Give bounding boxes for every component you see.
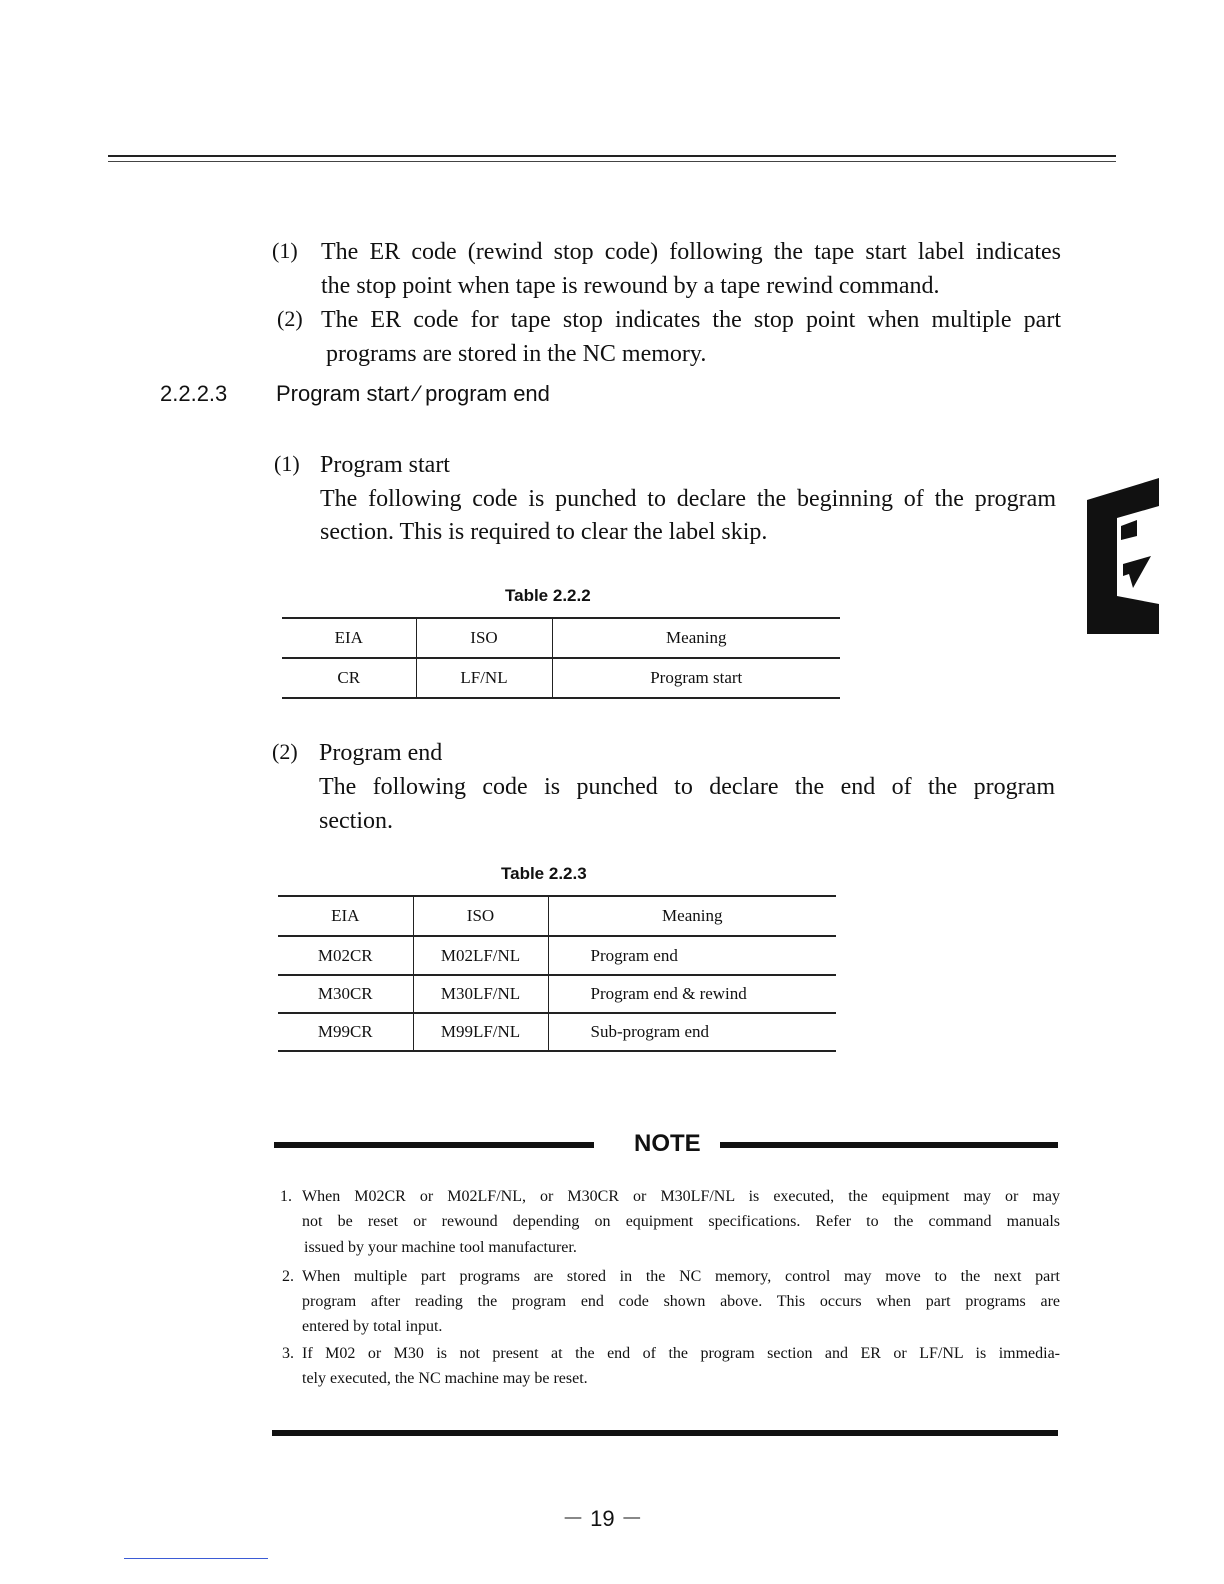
table-cell: M99LF/NL	[413, 1013, 548, 1051]
table-cell: Program start	[552, 658, 840, 698]
table-cell: M30LF/NL	[413, 975, 548, 1013]
item-text-line: programs are stored in the NC memory.	[326, 341, 707, 367]
table-row	[278, 936, 836, 975]
item-text-line: The ER code (rewind stop code) following the tape start label indicates	[321, 239, 1061, 265]
header-rule	[108, 155, 1116, 157]
table-cell: M99CR	[317, 1022, 373, 1041]
table-row	[282, 658, 840, 698]
table-cell: Program end	[548, 936, 836, 975]
table-cell: LF/NL	[416, 658, 552, 698]
item-number: (1)	[274, 451, 300, 476]
subheading: Program start	[320, 452, 450, 478]
header-rule-thin	[108, 161, 1116, 162]
header-cell: ISO	[413, 896, 548, 936]
chapter-tab-mark	[1087, 478, 1159, 634]
header-cell: EIA	[331, 906, 360, 925]
subheading: Program end	[319, 740, 443, 766]
note-text-line: issued by your machine tool manufacturer.	[304, 1239, 577, 1256]
note-text-line: If M02 or M30 is not present at the end of the program section and ER or LF/NL is immedia-	[302, 1345, 1060, 1362]
header-cell: EIA	[334, 628, 363, 647]
footer-line	[124, 1558, 268, 1559]
item-number: (2)	[272, 739, 298, 764]
table-cell: CR	[337, 668, 361, 687]
section-title: Program start ⁄ program end	[276, 381, 550, 406]
code-table	[282, 617, 840, 699]
table-row	[278, 975, 836, 1013]
table-cell: M02LF/NL	[413, 936, 548, 975]
note-number: 1.	[280, 1188, 292, 1205]
table-caption: Table 2.2.2	[505, 586, 591, 605]
note-text-line: not be reset or rewound depending on equipment specifications. Refer to the command manuals	[302, 1213, 1060, 1230]
note-text-line: When M02CR or M02LF/NL, or M30CR or M30LF/NL is executed, the equipment may or may	[302, 1188, 1060, 1205]
table-caption: Table 2.2.3	[501, 864, 587, 883]
item-text-line: section.	[319, 808, 393, 834]
section-number: 2.2.2.3	[160, 381, 228, 406]
item-number: (1)	[272, 238, 298, 263]
item-text-line: the stop point when tape is rewound by a tape rewind command.	[321, 273, 940, 299]
table-cell: M30CR	[317, 984, 373, 1003]
header-cell: Meaning	[548, 896, 836, 936]
note-rule-left	[274, 1142, 594, 1148]
table-header-row	[278, 896, 836, 936]
item-number: (2)	[277, 306, 303, 331]
table-cell: Sub-program end	[548, 1013, 836, 1051]
note-bottom-rule	[272, 1430, 1058, 1436]
item-text-line: The following code is punched to declare the end of the program	[319, 774, 1055, 800]
page-number: － 19 －	[562, 1506, 643, 1531]
table-header-row	[282, 618, 840, 658]
note-rule-right	[720, 1142, 1058, 1148]
table-cell: Program end & rewind	[548, 975, 836, 1013]
note-text-line: entered by total input.	[302, 1318, 443, 1335]
note-label: NOTE	[634, 1130, 701, 1157]
item-text-line: The following code is punched to declare the beginning of the program	[320, 486, 1056, 512]
code-table	[278, 895, 836, 1052]
header-cell: ISO	[416, 618, 552, 658]
header-cell: Meaning	[552, 618, 840, 658]
item-text-line: section. This is required to clear the label skip.	[320, 519, 768, 545]
table-cell: M02CR	[317, 945, 373, 965]
note-number: 3.	[282, 1345, 294, 1362]
note-text-line: program after reading the program end code shown above. This occurs when part programs are	[302, 1293, 1060, 1310]
table-row	[278, 1013, 836, 1051]
note-text-line: When multiple part programs are stored in the NC memory, control may move to the next part	[302, 1268, 1060, 1285]
note-text-line: tely executed, the NC machine may be reset.	[302, 1370, 588, 1387]
note-number: 2.	[282, 1268, 294, 1285]
item-text-line: The ER code for tape stop indicates the stop point when multiple part	[321, 307, 1061, 333]
